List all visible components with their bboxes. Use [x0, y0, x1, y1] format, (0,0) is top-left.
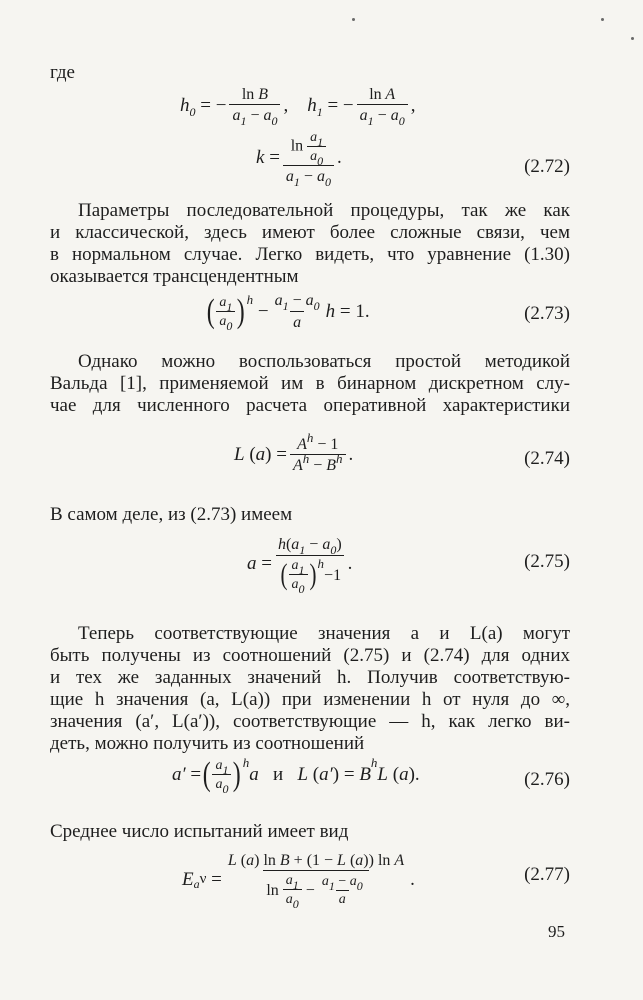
equation-h0-h1: $h_0$ = − $\frac{\text{ln B}}{a_1 - a_0}$ , $h_1$ = − $\frac{\text{ln A}}{a_1 - a_0}$ ,: [180, 86, 416, 128]
paragraph-3: В самом деле, из (2.73) имеем: [50, 504, 293, 525]
paragraph-1-line-3: в нормальном случае. Легко видеть, что уравнение (1.30): [50, 244, 570, 265]
equation-k: k = ln $\frac{a1}{a0}$ $a_1 - a_0$ .: [256, 130, 342, 189]
paragraph-4-line-3: и тех же заданных значений h. Получив соответствую-: [50, 667, 570, 688]
speck: [631, 37, 634, 40]
paragraph-4-line-2: быть получены из соотношений (2.75) и (2.74) для одних: [50, 645, 570, 666]
equation-2-74: L ( a ) = $\frac{A^h - 1}{A^h - B^h}$ .: [234, 430, 354, 474]
equation-2-73: ( $\frac{a1}{a0}$ ) h − $\frac{a_1 - a_0}{a}$ h = 1.: [206, 291, 370, 333]
paragraph-1-line-4: оказывается трансцендентным: [50, 266, 299, 287]
paragraph-4-line-6: деть, можно получить из соотношений: [50, 733, 365, 754]
equation-number-2-76: (2.76): [524, 769, 570, 790]
paragraph-5: Среднее число испытаний имеет вид: [50, 821, 349, 842]
equation-number-2-73: (2.73): [524, 303, 570, 324]
speck: [352, 18, 355, 21]
paragraph-4-line-5: значения (a′, L(a′)), соответствующие — h, как легко ви-: [50, 711, 570, 732]
equation-number-2-77: (2.77): [524, 864, 570, 885]
paragraph-2-line-2: Вальда [1], применяемой им в бинарном дискретном слу-: [50, 373, 570, 394]
paragraph-1-line-2: и классической, здесь имеют более сложные связи, чем: [50, 222, 570, 243]
equation-2-75: a = $h(a_1 - a_0)$ ( $\frac{a1}{a0}$ ) h −1 .: [247, 536, 353, 596]
equation-number-2-74: (2.74): [524, 448, 570, 469]
equation-number-2-75: (2.75): [524, 551, 570, 572]
equation-number-2-72: (2.72): [524, 156, 570, 177]
paragraph-2-line-1: Однако можно воспользоваться простой методикой: [78, 351, 570, 372]
paragraph-2-line-3: чае для численного расчета оперативной характеристики: [50, 395, 570, 416]
intro-word: где: [50, 62, 75, 83]
paragraph-4-line-1: Теперь соответствующие значения a и L(a) могут: [78, 623, 570, 644]
equation-2-77: E a ν = L (a) ln B + (1 − L (a)) ln A ln $\frac{a1}{a0}$ − $\frac{a1 - a0}{a}$ .: [182, 852, 415, 911]
equation-2-76: a′ = ( $\frac{a1}{a0}$ ) h a и L ( a′ ) = B h L ( a ).: [172, 755, 420, 796]
paragraph-4-line-4: щие h значения (a, L(a)) при изменении h от нуля до ∞,: [50, 689, 570, 710]
page-number: 95: [548, 922, 565, 941]
paragraph-1-line-1: Параметры последовательной процедуры, так же как: [78, 200, 570, 221]
speck: [601, 18, 604, 21]
